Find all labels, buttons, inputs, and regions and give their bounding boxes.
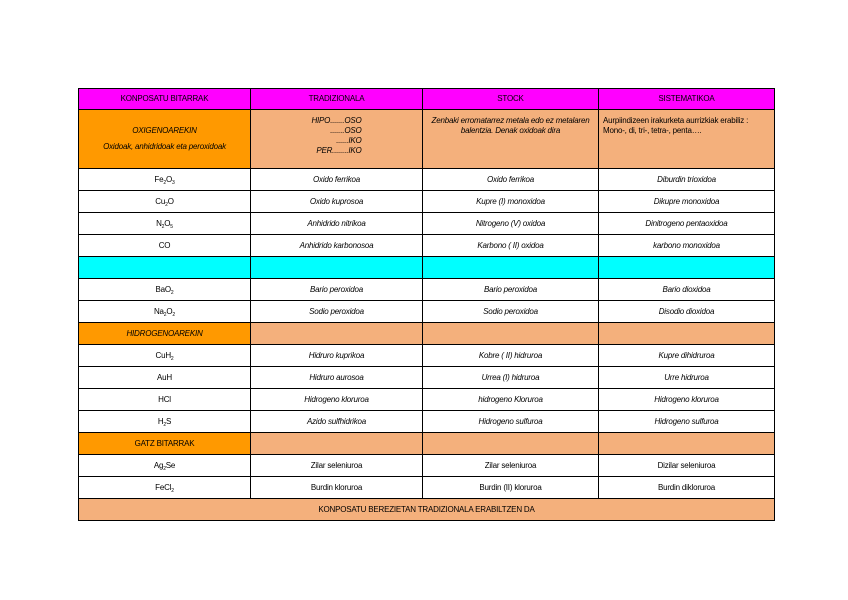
- stock-name-cell: Urrea (I) hidruroa: [423, 367, 599, 389]
- compound-row: [79, 169, 775, 191]
- formula-cell: [79, 169, 251, 191]
- salts-section-row: [79, 433, 775, 455]
- header-cell-stock: STOCK: [423, 89, 599, 110]
- traditional-rule-cell: [251, 110, 423, 169]
- header-cell-traditional: TRADIZIONALA: [251, 89, 423, 110]
- stock-name-cell: hidrogeno Kloruroa: [423, 389, 599, 411]
- traditional-rule-lines: [311, 116, 361, 156]
- formula-cell: [79, 301, 251, 323]
- formula-subscript: 2: [163, 465, 166, 472]
- formula-symbol: CO: [158, 240, 171, 250]
- oxides-group: [79, 169, 775, 257]
- formula-symbol: FeCl: [155, 482, 172, 492]
- compound-row: [79, 411, 775, 433]
- oxygen-category-subtitle: Oxidoak, anhidridoak eta peroxidoak: [103, 142, 226, 151]
- stock-rule-cell: Zenbaki erromatarrez metala edo ez metalaren balentzia. Denak oxidoak dira: [423, 110, 599, 169]
- separator-cell: [599, 257, 775, 279]
- stock-name-cell: Kobre ( II) hidruroa: [423, 345, 599, 367]
- traditional-name-cell: Oxido ferrikoa: [251, 169, 423, 191]
- systematic-name-cell: Dinitrogeno pentaoxidoa: [599, 213, 775, 235]
- formula-subscript: 2: [161, 223, 165, 230]
- traditional-name-cell: Sodio peroxidoa: [251, 301, 423, 323]
- salts-group: [79, 455, 775, 499]
- traditional-rule-line: HIPO.......OSO: [311, 116, 362, 125]
- formula-symbol: O: [165, 174, 172, 184]
- footer-row: [79, 499, 775, 521]
- stock-name-cell: Karbono ( II) oxidoa: [423, 235, 599, 257]
- formula-symbol: AuH: [157, 372, 172, 382]
- hydrogen-section-row: [79, 323, 775, 345]
- header-row: [79, 89, 775, 110]
- traditional-name-cell: Hidruro aurosoa: [251, 367, 423, 389]
- formula-subscript: 2: [163, 179, 166, 186]
- section-empty-cell: [423, 323, 599, 345]
- formula-cell: [79, 345, 251, 367]
- formula-cell: [79, 191, 251, 213]
- formula-symbol: H: [157, 416, 164, 426]
- stock-name-cell: Oxido ferrikoa: [423, 169, 599, 191]
- header-cell-systematic: SISTEMATIKOA: [599, 89, 775, 110]
- formula-cell: [79, 455, 251, 477]
- header-cell-binary-compounds: KONPOSATU BITARRAK: [79, 89, 251, 110]
- systematic-rule-cell: Aurpiindizeen irakurketa aurrizkiak erabiliz : Mono-, di, tri-, tetra-, penta….: [599, 110, 775, 169]
- section-empty-cell: [599, 433, 775, 455]
- formula-symbol: S: [166, 416, 172, 426]
- formula-subscript: 2: [172, 311, 176, 318]
- systematic-name-cell: Diburdin trioxidoa: [599, 169, 775, 191]
- systematic-name-cell: Dizilar seleniuroa: [599, 455, 775, 477]
- compound-row: [79, 235, 775, 257]
- stock-name-cell: Kupre (I) monoxidoa: [423, 191, 599, 213]
- formula-symbol: Ag: [153, 460, 164, 470]
- stock-name-cell: Zilar seleniuroa: [423, 455, 599, 477]
- compound-row: [79, 213, 775, 235]
- traditional-rule-line: PER........IKO: [316, 146, 362, 155]
- section-empty-cell: [599, 323, 775, 345]
- compound-row: [79, 367, 775, 389]
- traditional-name-cell: Oxido kuprosoa: [251, 191, 423, 213]
- formula-symbol: O: [166, 306, 173, 316]
- systematic-name-cell: Urre hidruroa: [599, 367, 775, 389]
- formula-symbol: HCl: [158, 394, 171, 404]
- systematic-name-cell: Kupre dihidruroa: [599, 345, 775, 367]
- formula-symbol: Se: [165, 460, 176, 470]
- formula-symbol: Na: [153, 306, 164, 316]
- separator-row: [79, 257, 775, 279]
- traditional-rule-line: ......IKO: [336, 136, 362, 145]
- stock-name-cell: Sodio peroxidoa: [423, 301, 599, 323]
- stock-name-cell: Hidrogeno sulfuroa: [423, 411, 599, 433]
- systematic-name-cell: Disodio dioxidoa: [599, 301, 775, 323]
- formula-symbol: Cu: [155, 196, 166, 206]
- footer-note: KONPOSATU BEREZIETAN TRADIZIONALA ERABILTZEN DA: [79, 499, 775, 521]
- hydrogen-section-title: HIDROGENOAREKIN: [79, 323, 251, 345]
- compound-row: [79, 389, 775, 411]
- section-empty-cell: [251, 433, 423, 455]
- separator-cell: [79, 257, 251, 279]
- compound-row: [79, 455, 775, 477]
- systematic-name-cell: karbono monoxidoa: [599, 235, 775, 257]
- section-empty-cell: [251, 323, 423, 345]
- formula-cell: [79, 367, 251, 389]
- compound-row: [79, 345, 775, 367]
- salts-section-title: GATZ BITARRAK: [79, 433, 251, 455]
- systematic-name-cell: Hidrogeno sulfuroa: [599, 411, 775, 433]
- traditional-name-cell: Hidrogeno kloruroa: [251, 389, 423, 411]
- formula-symbol: O: [164, 218, 171, 228]
- compound-row: [79, 301, 775, 323]
- compound-row: [79, 477, 775, 499]
- traditional-name-cell: Azido sulfhidrikoa: [251, 411, 423, 433]
- oxygen-intro-row: [79, 110, 775, 169]
- traditional-name-cell: Bario peroxidoa: [251, 279, 423, 301]
- systematic-name-cell: Bario dioxidoa: [599, 279, 775, 301]
- nomenclature-table: [78, 88, 775, 521]
- section-empty-cell: [423, 433, 599, 455]
- traditional-name-cell: Burdin kloruroa: [251, 477, 423, 499]
- traditional-name-cell: Zilar seleniuroa: [251, 455, 423, 477]
- formula-subscript: 2: [170, 355, 174, 362]
- separator-cell: [251, 257, 423, 279]
- formula-subscript: 2: [163, 421, 167, 428]
- formula-symbol: Fe: [154, 174, 164, 184]
- formula-subscript: 2: [170, 289, 174, 296]
- separator-cell: [423, 257, 599, 279]
- oxygen-category-cell: [79, 110, 251, 169]
- formula-subscript: 5: [170, 223, 173, 230]
- formula-cell: [79, 477, 251, 499]
- compound-row: [79, 191, 775, 213]
- formula-symbol: O: [167, 196, 174, 206]
- traditional-name-cell: Hidruro kuprikoa: [251, 345, 423, 367]
- formula-subscript: 2: [171, 487, 174, 494]
- traditional-rule-line: .......OSO: [330, 126, 362, 135]
- formula-symbol: N: [156, 218, 162, 228]
- formula-cell: [79, 279, 251, 301]
- systematic-name-cell: Dikupre monoxidoa: [599, 191, 775, 213]
- compound-row: [79, 279, 775, 301]
- peroxides-group: [79, 279, 775, 323]
- systematic-name-cell: Burdin dikloruroa: [599, 477, 775, 499]
- stock-name-cell: Burdin (II) kloruroa: [423, 477, 599, 499]
- formula-subscript: 2: [165, 201, 168, 208]
- oxygen-category-title: OXIGENOAREKIN: [132, 126, 197, 135]
- traditional-name-cell: Anhidrido karbonosoa: [251, 235, 423, 257]
- formula-cell: [79, 389, 251, 411]
- formula-symbol: CuH: [155, 350, 171, 360]
- systematic-name-cell: Hidrogeno kloruroa: [599, 389, 775, 411]
- formula-symbol: BaO: [155, 284, 171, 294]
- formula-subscript: 2: [163, 311, 167, 318]
- formula-cell: [79, 213, 251, 235]
- hydrides-group: [79, 345, 775, 433]
- formula-subscript: 3: [171, 179, 175, 186]
- stock-name-cell: Bario peroxidoa: [423, 279, 599, 301]
- traditional-name-cell: Anhidrido nitrikoa: [251, 213, 423, 235]
- formula-cell: [79, 235, 251, 257]
- formula-cell: [79, 411, 251, 433]
- stock-name-cell: Nitrogeno (V) oxidoa: [423, 213, 599, 235]
